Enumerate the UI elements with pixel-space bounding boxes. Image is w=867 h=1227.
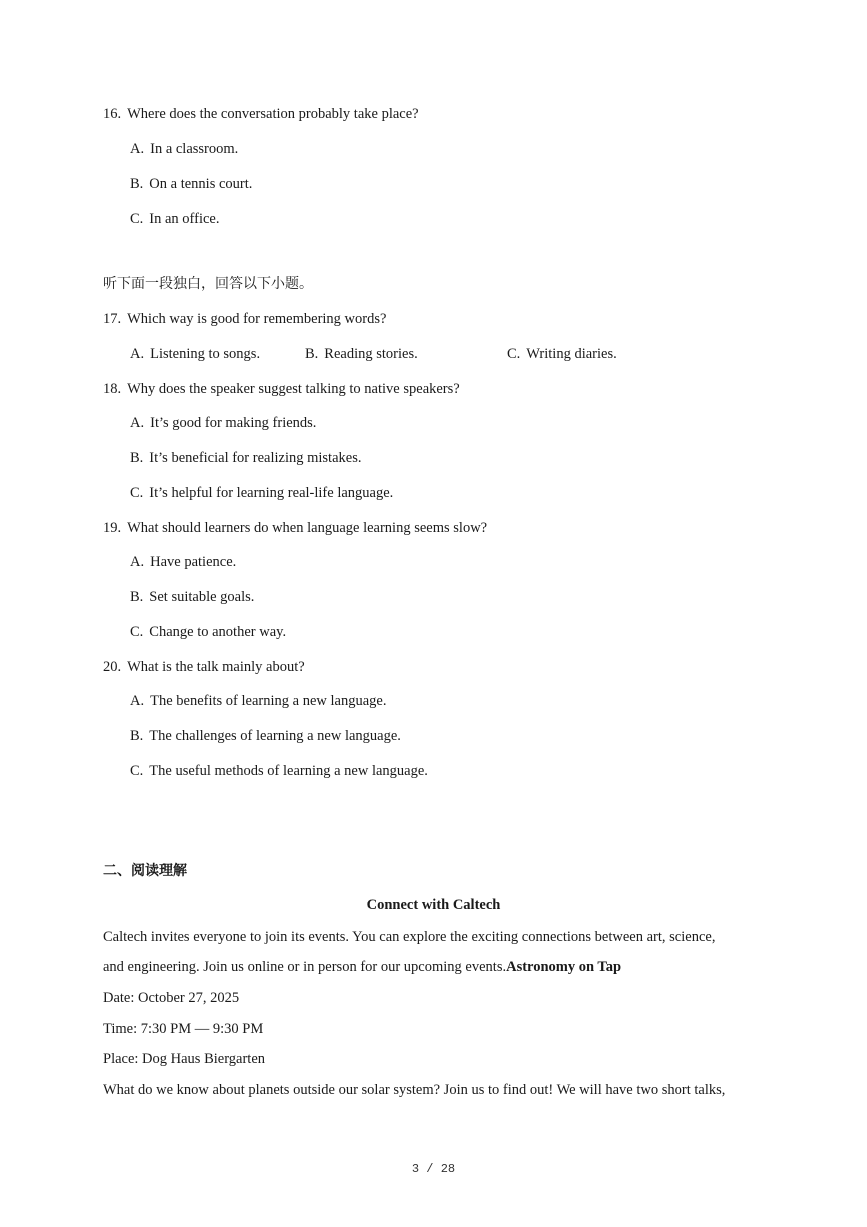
option-letter: B. (130, 176, 144, 192)
monologue-instruction: 听下面一段独白，回答以下小题。 (103, 276, 313, 292)
option-text: In a classroom. (150, 141, 239, 157)
option-letter: A. (130, 141, 145, 157)
option-letter: C. (130, 211, 144, 227)
option-letter: C. (130, 624, 144, 640)
option-text: It’s beneficial for realizing mistakes. (149, 450, 362, 466)
option-letter: A. (130, 693, 145, 709)
option-letter: A. (130, 415, 145, 431)
option-letter: C. (130, 763, 144, 779)
option-16-b (130, 175, 252, 193)
option-text: In an office. (149, 211, 220, 227)
option-text: Writing diaries. (526, 346, 617, 362)
question-number: 18. (103, 381, 122, 397)
section-heading: 二、阅读理解 (103, 863, 187, 879)
option-letter: B. (130, 728, 144, 744)
option-text: Set suitable goals. (149, 589, 255, 605)
question-text: Where does the conversation probably take place? (127, 106, 419, 122)
option-text: The challenges of learning a new language. (149, 728, 401, 744)
option-text: Listening to songs. (150, 346, 261, 362)
question-19 (103, 519, 487, 537)
option-18-c (130, 484, 393, 502)
reading-body-line-1: What do we know about planets outside our solar system? Join us to find out! We will have two short talks, (103, 1082, 726, 1098)
event-time: Time: 7:30 PM — 9:30 PM (103, 1021, 264, 1037)
option-letter: B. (305, 346, 319, 362)
option-19-b (130, 588, 254, 606)
question-number: 19. (103, 520, 122, 536)
option-20-c (130, 762, 428, 780)
question-text: Why does the speaker suggest talking to native speakers? (127, 381, 460, 397)
option-17-b (305, 345, 418, 363)
question-20 (103, 658, 305, 676)
option-text: On a tennis court. (149, 176, 253, 192)
option-19-c (130, 623, 286, 641)
question-number: 16. (103, 106, 122, 122)
option-16-a (130, 140, 238, 158)
reading-intro-line-2 (103, 958, 621, 976)
reading-intro-line-1: Caltech invites everyone to join its events. You can explore the exciting connections between art, science, (103, 929, 716, 945)
question-text: Which way is good for remembering words? (127, 311, 387, 327)
option-16-c (130, 210, 219, 228)
question-number: 20. (103, 659, 122, 675)
option-text: The useful methods of learning a new language. (149, 763, 428, 779)
question-text: What is the talk mainly about? (127, 659, 305, 675)
page-indicator: 3 / 28 (411, 1162, 456, 1176)
option-letter: C. (130, 485, 144, 501)
option-17-c (507, 345, 617, 363)
reading-intro-text: and engineering. Join us online or in person for our upcoming events. (103, 959, 507, 975)
option-letter: A. (130, 554, 145, 570)
option-20-a (130, 692, 386, 710)
question-16 (103, 105, 419, 123)
event-place: Place: Dog Haus Biergarten (103, 1051, 266, 1067)
question-17 (103, 310, 386, 328)
option-19-a (130, 553, 236, 571)
question-number: 17. (103, 311, 122, 327)
option-17-a (130, 345, 260, 363)
option-letter: B. (130, 589, 144, 605)
question-text: What should learners do when language learning seems slow? (127, 520, 488, 536)
option-letter: A. (130, 346, 145, 362)
option-text: It’s helpful for learning real-life language. (149, 485, 394, 501)
question-18 (103, 380, 460, 398)
option-letter: C. (507, 346, 521, 362)
option-text: The benefits of learning a new language. (150, 693, 387, 709)
option-20-b (130, 727, 401, 745)
event-title: Astronomy on Tap (506, 959, 622, 975)
option-text: It’s good for making friends. (150, 415, 317, 431)
option-text: Have patience. (150, 554, 237, 570)
option-18-b (130, 449, 361, 467)
event-date: Date: October 27, 2025 (103, 990, 240, 1006)
option-text: Reading stories. (324, 346, 418, 362)
reading-title: Connect with Caltech (366, 897, 501, 913)
option-letter: B. (130, 450, 144, 466)
option-18-a (130, 414, 316, 432)
option-text: Change to another way. (149, 624, 287, 640)
